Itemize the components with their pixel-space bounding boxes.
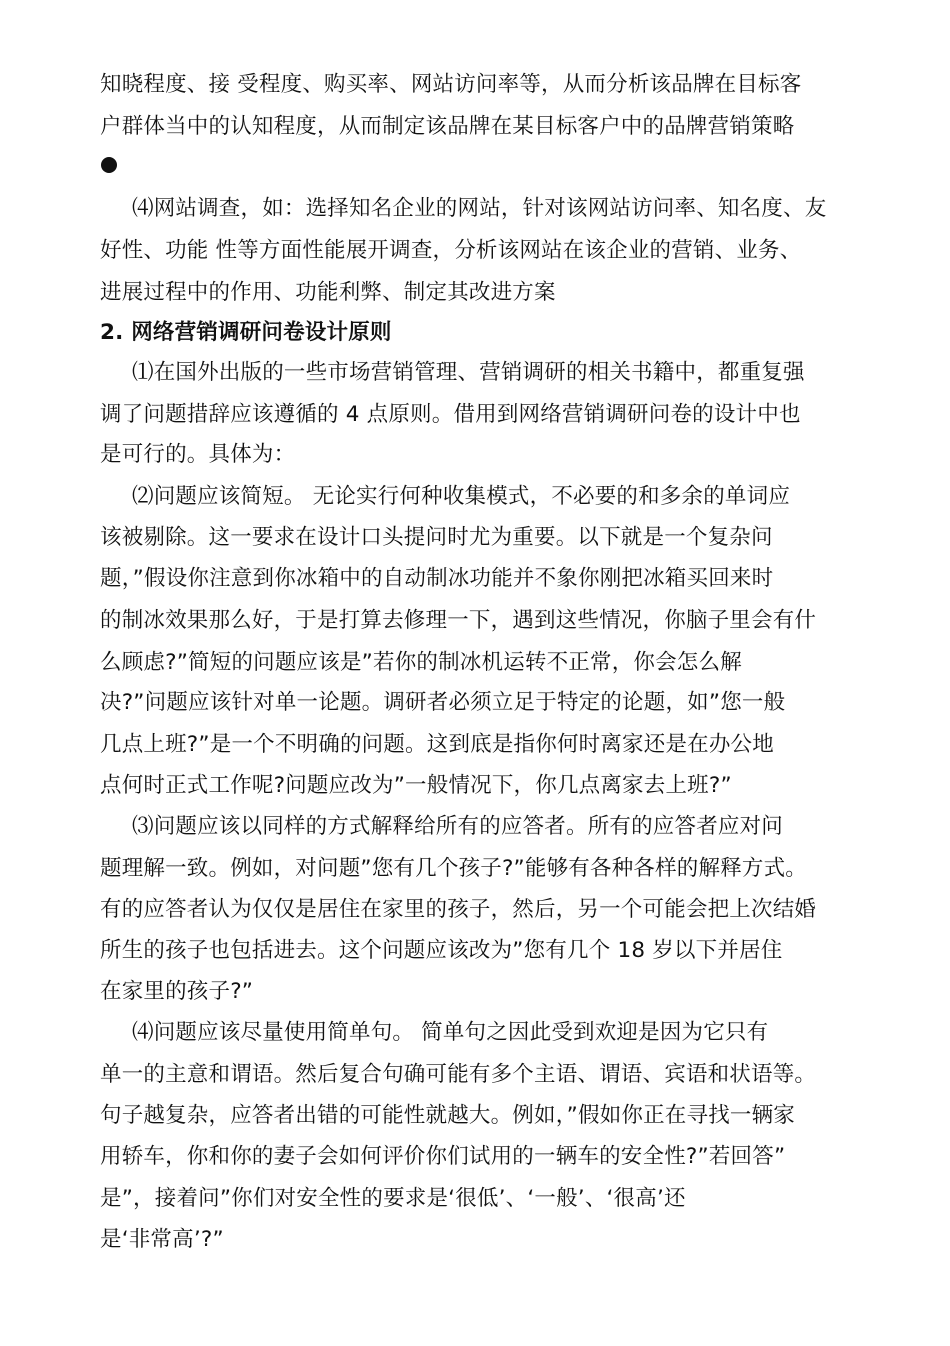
text-line: 该被剔除。这一要求在设计口头提问时尤为重要。以下就是一个复杂问 bbox=[100, 525, 773, 550]
text-line: 有的应答者认为仅仅是居住在家里的孩子，然后，另一个可能会把上次结婚 bbox=[100, 897, 817, 922]
text-line: ⑴在国外出版的一些市场营销管理、营销调研的相关书籍中，都重复强 bbox=[132, 360, 805, 385]
text-line: 所生的孩子也包括进去。这个问题应该改为”您有几个 18 岁以下并居住 bbox=[100, 938, 783, 963]
text-line: 单一的主意和谓语。然后复合句确可能有多个主语、谓语、宾语和状语等。 bbox=[100, 1062, 817, 1087]
text-line: ⑶问题应该以同样的方式解释给所有的应答者。所有的应答者应对问 bbox=[132, 814, 784, 839]
text-line: 是可行的。具体为： bbox=[100, 442, 296, 467]
text-line: 在家里的孩子?” bbox=[100, 979, 254, 1004]
text-line: 题理解一致。例如，对问题”您有几个孩子?”能够有各种各样的解释方式。 bbox=[100, 856, 807, 881]
text-line: 调了问题措辞应该遵循的 4 点原则。借用到网络营销调研问卷的设计中也 bbox=[100, 402, 801, 427]
text-line: ⑵问题应该简短。 无论实行何种收集模式，不必要的和多余的单词应 bbox=[132, 484, 791, 509]
text-line: 用轿车，你和你的妻子会如何评价你们试用的一辆车的安全性?”若回答” bbox=[100, 1144, 786, 1169]
section-heading: 2. 网络营销调研问卷设计原则 bbox=[100, 320, 392, 345]
text-line: 好性、功能 性等方面性能展开调查，分析该网站在该企业的营销、业务、 bbox=[100, 238, 802, 263]
text-line: ⑷网站调查，如：选择知名企业的网站，针对该网站访问率、知名度、友 bbox=[132, 196, 827, 221]
bullet-dot-icon bbox=[101, 157, 117, 173]
text-line: 知晓程度、接 受程度、购买率、网站访问率等，从而分析该品牌在目标客 bbox=[100, 72, 802, 97]
text-line: ⑷问题应该尽量使用简单句。 简单句之因此受到欢迎是因为它只有 bbox=[132, 1020, 769, 1045]
text-line: 进展过程中的作用、功能利弊、制定其改进方案 bbox=[100, 280, 556, 305]
text-line: 的制冰效果那么好，于是打算去修理一下，遇到这些情况，你脑子里会有什 bbox=[100, 608, 817, 633]
text-line: 点何时正式工作呢?问题应改为”一般情况下，你几点离家去上班?” bbox=[100, 773, 732, 798]
text-line: 么顾虑?”简短的问题应该是”若你的制冰机运转不正常，你会怎么解 bbox=[100, 650, 742, 675]
text-line: 几点上班?”是一个不明确的问题。这到底是指你何时离家还是在办公地 bbox=[100, 732, 774, 757]
text-line: 句子越复杂，应答者出错的可能性就越大。例如，”假如你正在寻找一辆家 bbox=[100, 1103, 795, 1128]
text-line: 是”，接着问”你们对安全性的要求是‘很低’、‘一般’、‘很高’还 bbox=[100, 1186, 686, 1211]
text-line: 决?”问题应该针对单一论题。调研者必须立足于特定的论题，如”您一般 bbox=[100, 690, 786, 715]
text-line: 是‘非常高’?” bbox=[100, 1227, 224, 1252]
text-line: 户群体当中的认知程度，从而制定该品牌在某目标客户中的品牌营销策略 bbox=[100, 114, 795, 139]
text-line: 题，”假设你注意到你冰箱中的自动制冰功能并不象你刚把冰箱买回来时 bbox=[100, 566, 774, 591]
